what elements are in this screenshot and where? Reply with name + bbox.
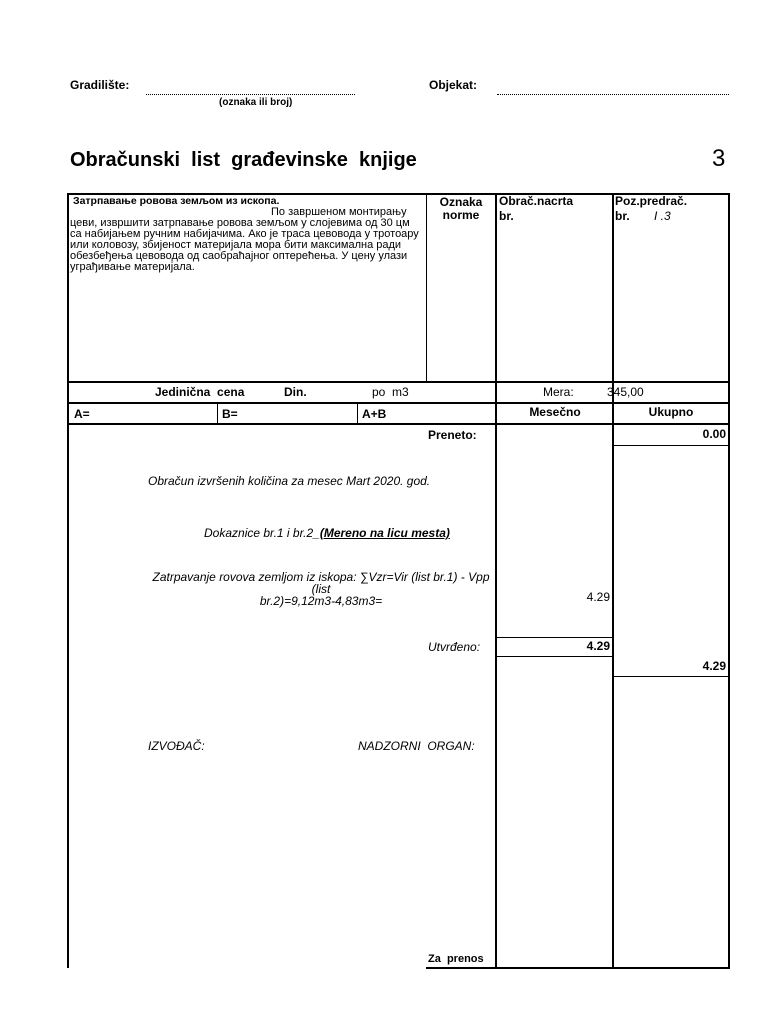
zatrpavanje-formula <box>148 571 494 607</box>
poz-predrac-header: Poz.predrač. <box>615 194 688 208</box>
za-prenos-label: Za prenos <box>428 953 484 965</box>
mesecno-value: 4.29 <box>586 590 610 604</box>
utvrdeno-bottom-line <box>496 656 613 657</box>
preneto-value: 0.00 <box>702 427 726 441</box>
gradiliste-label: Gradilište: <box>70 78 130 92</box>
gradiliste-field[interactable] <box>146 94 355 95</box>
dokaznice-underlined: (Mereno na licu mesta) <box>319 526 450 540</box>
dokaznice-prefix: Dokaznice br.1 i br.2_ <box>204 526 320 540</box>
col-divider-b <box>217 402 218 424</box>
mera-value: 345,00 <box>607 385 644 399</box>
body-top <box>67 423 730 425</box>
item-title: Затрпавање ровова земљом из ископа. <box>73 195 280 207</box>
poz-value: I .3 <box>654 209 671 223</box>
table-left-border <box>67 193 69 968</box>
col-divider-nacrta <box>495 193 497 424</box>
obrac-nacrta-header: Obrač.nacrta <box>499 194 574 208</box>
a-label: A= <box>74 407 90 421</box>
jedinicna-cena-label: Jedinična cena <box>155 385 245 399</box>
obracun-text: Obračun izvršenih količina za mesec Mart 2020. god. <box>148 474 431 488</box>
body-col-mesecno-left <box>495 423 497 969</box>
body-col-ukupno-left <box>612 423 614 969</box>
dokaznice-text <box>204 526 450 540</box>
page-title: Obračunski list građevinske knjige <box>70 149 417 171</box>
objekat-field[interactable] <box>497 94 729 95</box>
oznaka-norme-header: Oznaka norme <box>439 195 483 222</box>
ukupno-underline <box>613 676 729 677</box>
col-divider-norme <box>426 193 427 381</box>
ab-label: A+B <box>362 407 387 421</box>
item-description: цеви, извршити затрпавање ровова земљом у слојевима од 30 цм са набијањем ручним набијачима. Ако је траса цевовода у тротоару или коловозу, збијеност материјала мора бити максимална ради обезбеђења цевовода од саобраћајног оптерећења. У цену улази уграђивање материјала. <box>70 217 419 273</box>
utvrdeno-label: Utvrđeno: <box>428 640 481 654</box>
izvodac-label: IZVOĐAČ: <box>148 739 205 753</box>
utvrdeno-top-line <box>496 637 613 638</box>
mera-label: Mera: <box>543 385 574 399</box>
preneto-underline <box>613 445 729 446</box>
table-right-border <box>728 193 730 969</box>
ukupno-value: 4.29 <box>702 659 726 673</box>
price-row-top <box>67 381 730 383</box>
po-unit-label: po m3 <box>372 385 409 399</box>
oznaka-hint: (oznaka ili broj) <box>219 97 293 108</box>
b-label: B= <box>222 407 238 421</box>
nadzorni-label: NADZORNI ORGAN: <box>358 739 475 753</box>
page-number: 3 <box>712 145 726 172</box>
ukupno-header: Ukupno <box>648 405 694 419</box>
sum-row-top <box>67 402 730 404</box>
obrac-br-label: br. <box>499 209 514 223</box>
objekat-label: Objekat: <box>429 78 478 92</box>
zatrpavanje-line1: Zatrpavanje rovova zemljom iz iskopa: ∑Vzr=Vir (list br.1) - Vpp (list <box>152 570 490 596</box>
mesecno-header: Mesečno <box>529 405 581 419</box>
col-divider-ab <box>357 402 358 424</box>
table-bottom-border <box>426 967 730 969</box>
preneto-label: Preneto: <box>428 428 477 442</box>
utvrdeno-value: 4.29 <box>586 639 610 653</box>
poz-br-label: br. <box>615 209 630 223</box>
zatrpavanje-line2: br.2)=9,12m3-4,83m3= <box>259 594 383 608</box>
din-label: Din. <box>284 385 307 399</box>
item-description-first: По завршеном монтирању <box>271 206 407 218</box>
